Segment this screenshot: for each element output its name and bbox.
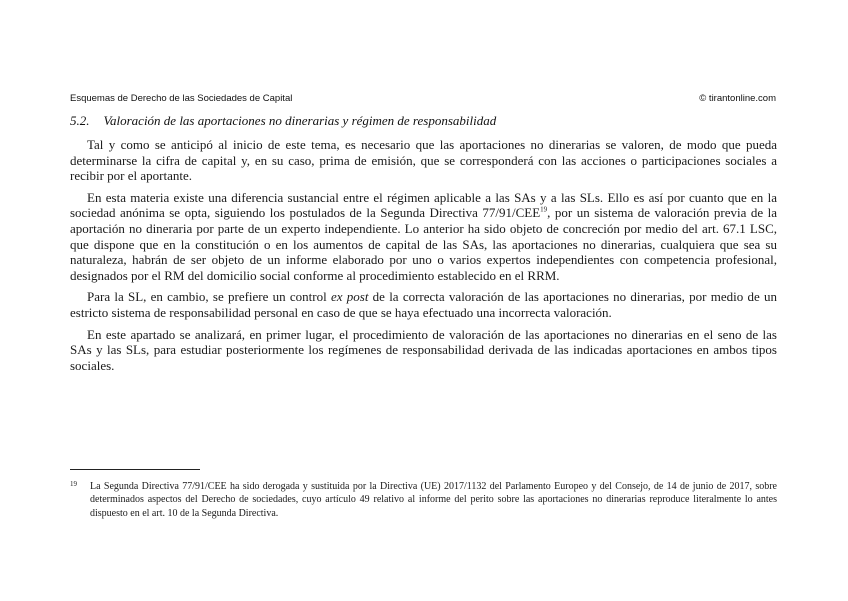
paragraph-4: En este apartado se analizará, en primer lugar, el procedimiento de valoración de las aportaciones no dinerarias en el seno de las SAs y las SLs, para estudiar posteriormente los regímenes de responsabilidad derivada de las indicadas aportaciones en ambos tipos sociales.	[70, 326, 777, 373]
footnote-number: 19	[70, 480, 77, 488]
footnote-reference[interactable]: 19	[540, 206, 548, 215]
paragraph-3-part-b: de la correcta valoración de las aportaciones no dinerarias, por medio de un estricto sistema de responsabilidad personal en caso de que se haya efectuado una incorrecta valoración.	[70, 289, 777, 320]
paragraph-3	[70, 289, 777, 320]
paragraph-3-emphasis: ex post	[330, 289, 369, 305]
footnote	[70, 480, 777, 520]
footnote-divider	[70, 469, 200, 470]
running-header	[70, 93, 776, 104]
body-text	[70, 137, 777, 379]
header-copyright: © tirantonline.com	[699, 93, 776, 104]
paragraph-2-part-a: En esta materia existe una diferencia sustancial entre el régimen aplicable a las SAs y a las SLs. Ello es así por cuanto que en la sociedad anónima se opta, siguiendo los postulados de la Segunda Directiva 77/91/CEE	[70, 189, 777, 221]
paragraph-1: Tal y como se anticipó al inicio de este tema, es necesario que las aportaciones no dinerarias se valoren, de modo que pueda determinarse la cifra de capital y, en su caso, prima de emisión, que se corresponderá con las acciones o participaciones sociales a recibir por el aportante.	[70, 137, 777, 184]
section-number: 5.2.	[70, 113, 90, 128]
section-title: Valoración de las aportaciones no dinerarias y régimen de responsabilidad	[103, 113, 497, 128]
paragraph-3-part-a: Para la SL, en cambio, se prefiere un control	[87, 289, 331, 305]
paragraph-2-part-b: , por un sistema de valoración previa de la aportación no dineraria por parte de un experto independiente. Lo anterior ha sido objeto de concreción por medio del art. 67.1 LSC, que dispone que en la constitución o en los aumentos de capital de las SAs, las aportaciones no dinerarias, cualquiera que sea su naturaleza, habrán de ser objeto de un informe elaborado por uno o varios expertos independientes con competencia profesional, designados por el RM del domicilio social conforme al procedimiento establecido en el RRM.	[70, 205, 777, 283]
header-book-title: Esquemas de Derecho de las Sociedades de Capital	[70, 93, 293, 104]
paragraph-2	[70, 190, 777, 284]
section-heading	[70, 113, 776, 129]
footnote-text: La Segunda Directiva 77/91/CEE ha sido derogada y sustituida por la Directiva (UE) 2017/1132 del Parlamento Europeo y del Consejo, de 14 de junio de 2017, sobre determinados aspectos del Derecho de sociedades, cuyo artículo 49 relativo al informe del perito sobre las aportaciones no dinerarias reproduce literalmente lo antes dispuesto en el art. 10 de la Segunda Directiva.	[90, 481, 777, 519]
